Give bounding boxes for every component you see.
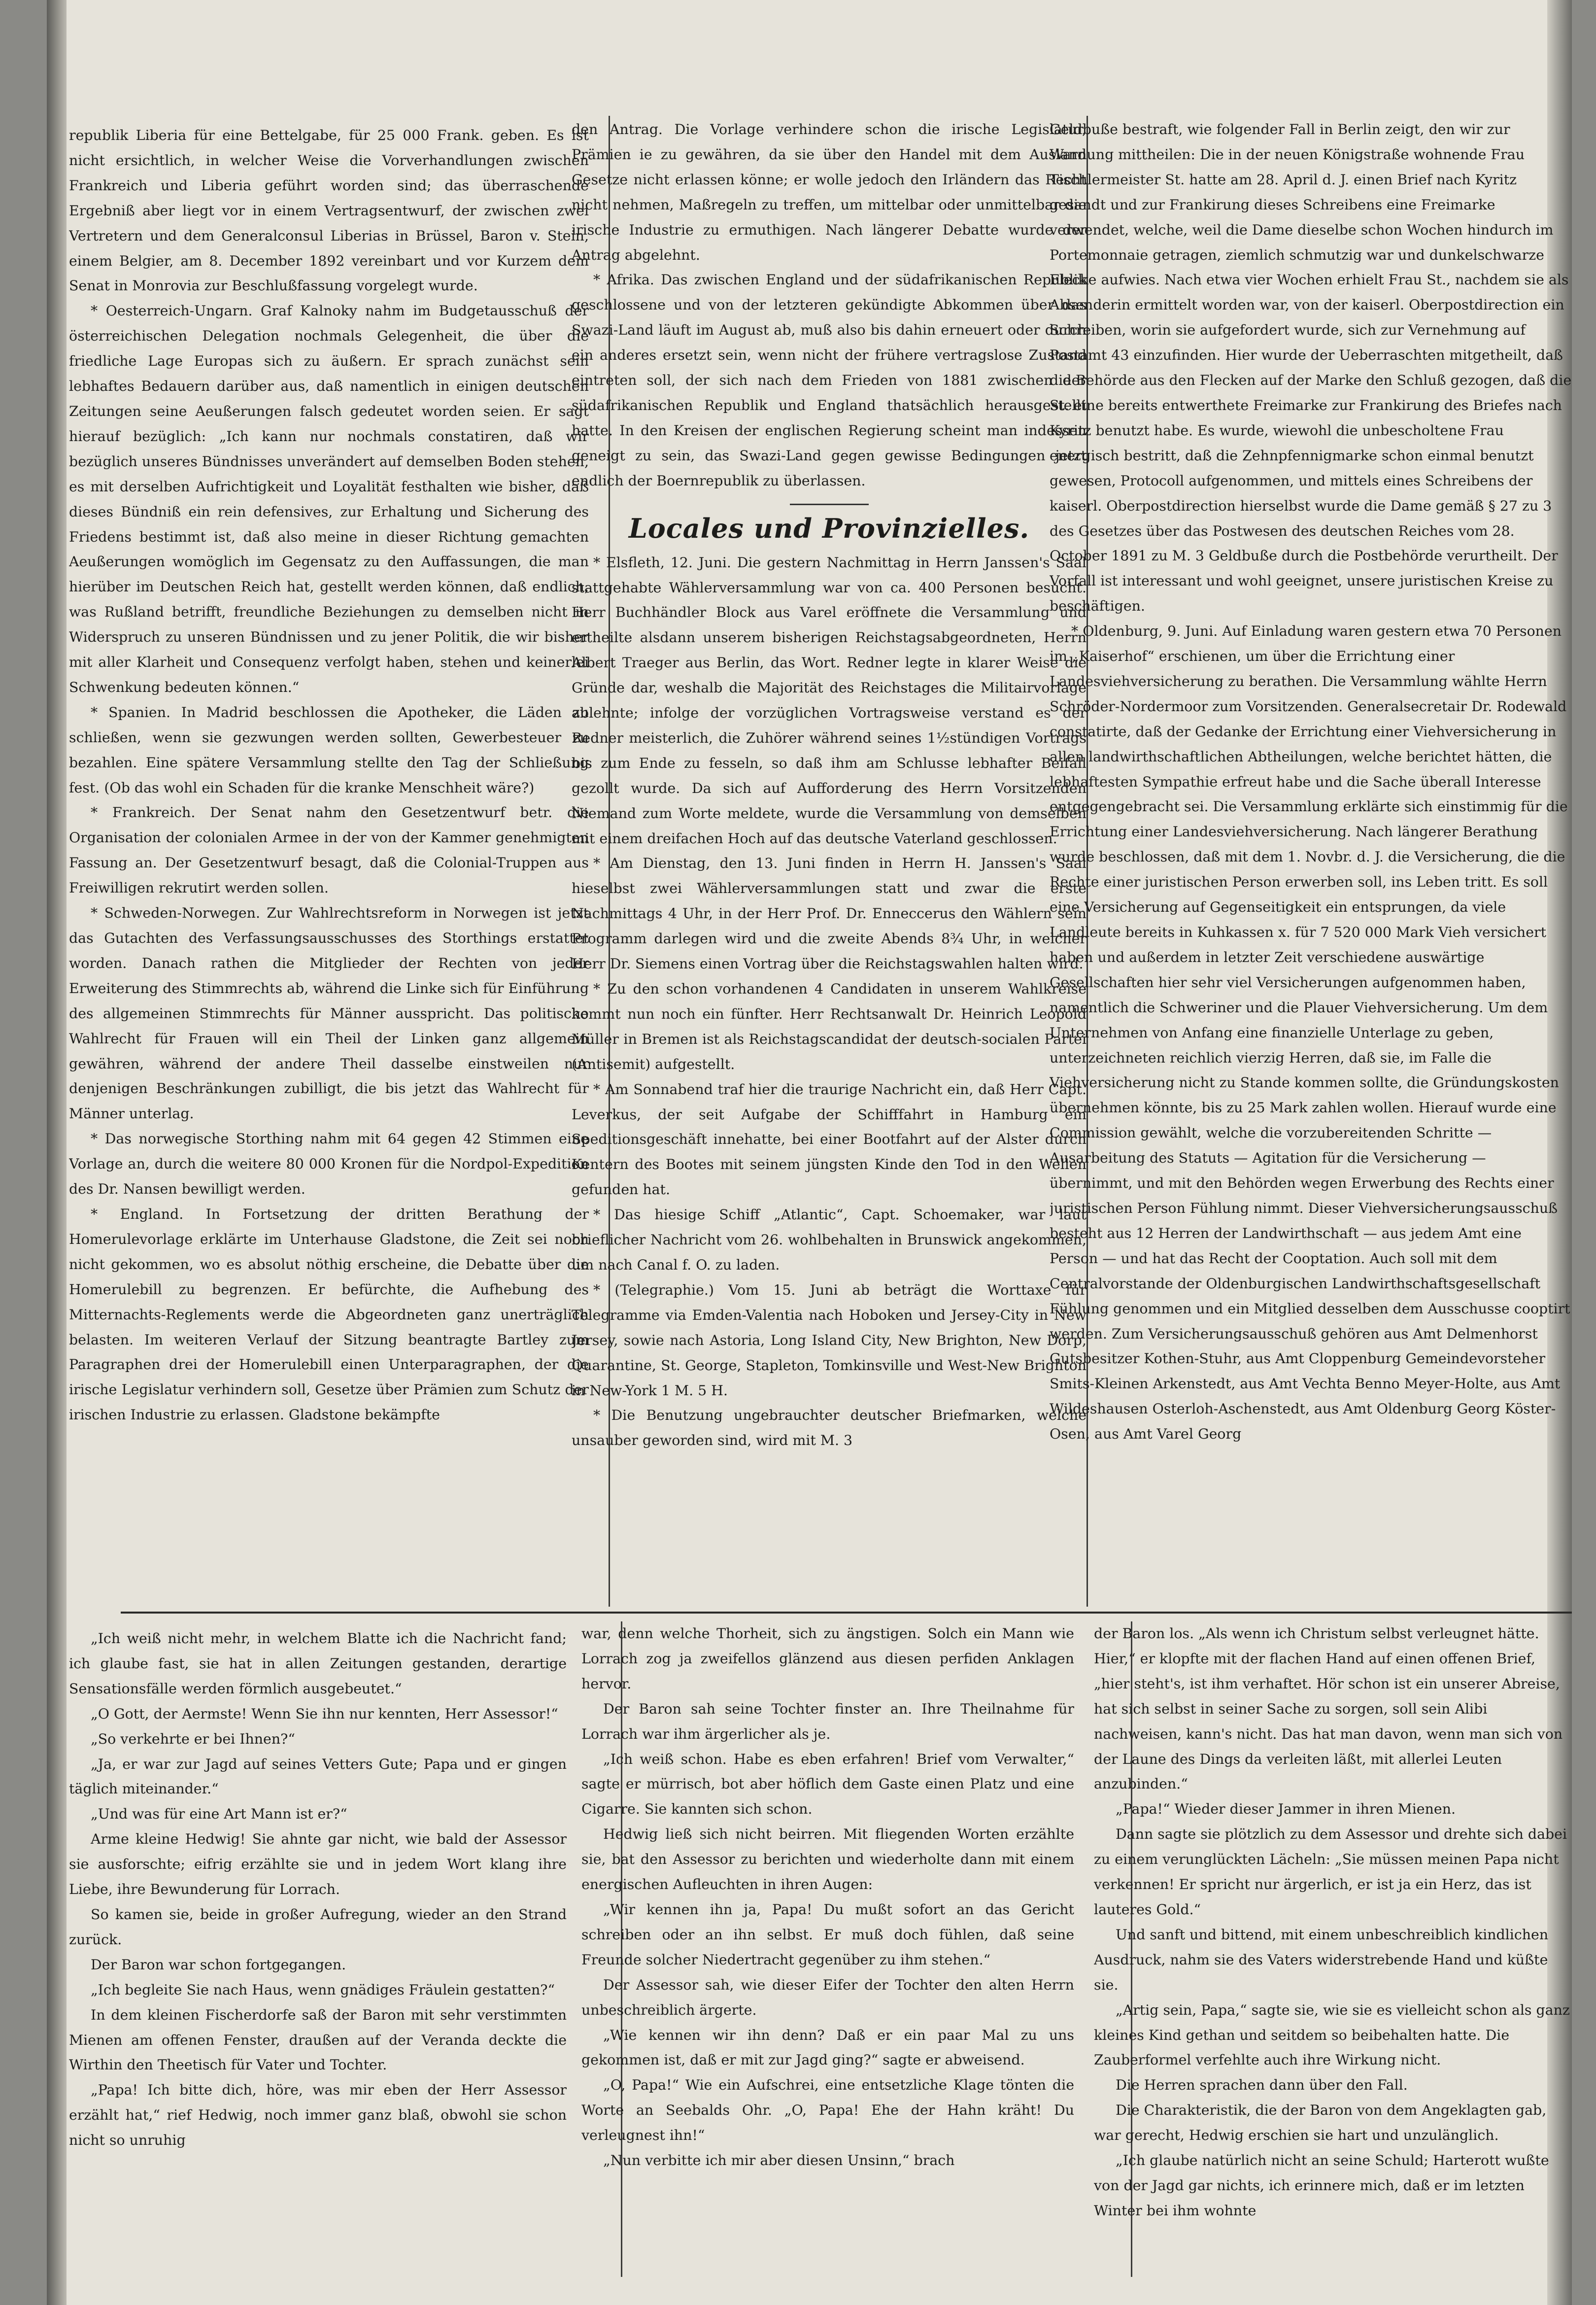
feuilleton-paragraph: „O Gott, der Aermste! Wenn Sie ihn nur kennten, Herr Assessor!“ (91, 1705, 558, 1722)
feuilleton-paragraph: „Und was für eine Art Mann ist er?“ (91, 1806, 347, 1823)
feuilleton-paragraph: „Ich weiß schon. Habe es eben erfahren! Brief vom Verwalter,“ sagte er mürrisch, bot aber höflich dem Gaste einen Platz und eine Cigarre. Sie kannten sich schon. (581, 1751, 1074, 1818)
article-leverkus: * Am Sonnabend traf hier die traurige Nachricht ein, daß Herr Capt. Leverkus, der seit Aufgabe der Schifffahrt in Hamburg ein Speditionsgeschäft innehatte, bei einer Bootfahrt auf der Alster durch Kentern des Bootes mit seinem jüngsten Kinde den Tod in den Wellen gefunden hat. (572, 1081, 1087, 1198)
page-gutter-shadow (47, 0, 67, 2305)
feuilleton-paragraph: „Papa!“ Wieder dieser Jammer in ihren Mienen. (1116, 1801, 1456, 1818)
feuilleton-paragraph: „Wir kennen ihn ja, Papa! Du mußt sofort an das Gericht schreiben oder an ihn selbst. Er muß doch fühlen, daß seine Freunde solcher Niedertracht gegenüber zu ihm stehen.“ (581, 1901, 1074, 1968)
feuilleton-paragraph: „So verkehrte er bei Ihnen?“ (91, 1730, 295, 1747)
feuilleton-paragraph: Der Assessor sah, wie dieser Eifer der Tochter den alten Herrn unbeschreiblich ärgerte. (581, 1976, 1074, 2018)
feuilleton-paragraph: „Ich begleite Sie nach Haus, wenn gnädiges Fräulein gestatten?“ (91, 1981, 555, 1998)
article-elsfleth: * Elsfleth, 12. Juni. Die gestern Nachmittag in Herrn Janssen's Saal stattgehabte Wählerversammlung war von ca. 400 Personen besucht. Herr Buchhändler Block aus Varel eröffnete die Versammlung und ertheilte alsdann unserem bisherigen Reichstagsabgeordneten, Herrn Albert Traeger aus Berlin, das Wort. Redner legte in klarer Weise die Gründe dar, weshalb die Majorität des Reichstages die Militairvorlage ablehnte; infolge der vorzüglichen Vortragsweise verstand es der Redner meisterlich, die Zuhörer während seines 1½stündigen Vortrags bis zum Ende zu fesseln, so daß ihm am Schlusse lebhafter Beifall gezollt wurde. Da sich auf Aufforderung des Herrn Vorsitzenden Niemand zum Worte meldete, wurde die Versammlung von demselben mit einem dreifachen Hoch auf das deutsche Vaterland geschlossen. (572, 554, 1087, 847)
feuilleton-column-3 (1094, 1621, 1572, 2262)
article-liberia: republik Liberia für eine Bettelgabe, für 25 000 Frank. geben. Es ist nicht ersichtlich, in welcher Weise die Vorverhandlungen zwischen Frankreich und Liberia geführt worden sind; das überraschende Ergebniß aber liegt vor in einem Vertragsentwurf, der zwischen zwei Vertretern und dem Generalconsul Liberias in Brüssel, Baron v. Stein, einem Belgier, am 8. December 1892 vereinbart und vor Kurzem dem Senat in Monrovia zur Beschlußfassung vorgelegt wurde. (69, 127, 589, 294)
article-storthing: * Das norwegische Storthing nahm mit 64 gegen 42 Stimmen eine Vorlage an, durch die weitere 80 000 Kronen für die Nordpol-Expedition des Dr. Nansen bewilligt werden. (69, 1131, 589, 1198)
feuilleton-paragraph: Die Herren sprachen dann über den Fall. (1116, 2077, 1408, 2094)
article-schweden-norwegen: * Schweden-Norwegen. Zur Wahlrechtsreform in Norwegen ist jetzt das Gutachten des Verfassungsausschusses des Storthings erstattet worden. Danach rathen die Mitglieder der Rechten von jeder Erweiterung des Stimmrechts ab, während die Linke sich für Einführung des allgemeinen Stimmrechts für Männer ausspricht. Das politische Wahlrecht für Frauen will ein Theil der Linken ganz allgemein gewähren, während der andere Theil dasselbe einstweilen nur denjenigen Beschränkungen zubilligt, die bis jetzt das Wahlrecht für Männer unterlag. (69, 905, 589, 1122)
article-spanien: * Spanien. In Madrid beschlossen die Apotheker, die Läden zu schließen, wenn sie gezwungen werden sollten, Gewerbesteuer zu bezahlen. Eine spätere Versammlung stellte den Tag der Schließung fest. (Ob das wohl ein Schaden für die kranke Menschheit wäre?) (69, 704, 589, 796)
feuilleton-paragraph: „Ich glaube natürlich nicht an seine Schuld; Harterott wußte von der Jagd gar nichts, ich erinnere mich, daß er im letzten Winter bei ihm wohnte (1094, 2152, 1549, 2219)
feuilleton-paragraph: „Wie kennen wir ihn denn? Daß er ein paar Mal zu uns gekommen ist, daß er mit zur Jagd ging?“ sagte er abweisend. (581, 2027, 1074, 2068)
article-briefmarken: * Die Benutzung ungebrauchter deutscher Briefmarken, welche unsauber geworden sind, wird mit M. 3 (572, 1407, 1087, 1449)
article-afrika: * Afrika. Das zwischen England und der südafrikanischen Republik geschlossene und von der letzteren gekündigte Abkommen über das Swazi-Land läuft im August ab, muß also bis dahin erneuert oder durch ein anderes ersetzt sein, wenn nicht der frühere vertragslose Zustand eintreten soll, der sich nach dem Frieden von 1881 zwischen der südafrikanischen Republik und England thatsächlich herausgestellt hatte. In den Kreisen der englischen Regierung scheint man indessen geneigt zu sein, das Swazi-Land gegen gewisse Bedingungen jetzt endlich der Boernrepublik zu überlassen. (572, 272, 1087, 489)
feuilleton-paragraph: Und sanft und bittend, mit einem unbeschreiblich kindlichen Ausdruck, nahm sie des Vaters widerstrebende Hand und küßte sie. (1094, 1926, 1549, 1993)
article-candidaten: * Zu den schon vorhandenen 4 Candidaten in unserem Wahlkreise kommt nun noch ein fünfter. Herr Rechtsanwalt Dr. Heinrich Leopold Müller in Bremen ist als Reichstagscandidat der deutsch-socialen Partei (Antisemit) aufgestellt. (572, 981, 1087, 1072)
article-atlantic: * Das hiesige Schiff „Atlantic“, Capt. Schoemaker, war laut brieflicher Nachricht vom 26. wohlbehalten in Brunswick angekommen, um nach Canal f. O. zu laden. (572, 1206, 1087, 1273)
feuilleton-paragraph: „Nun verbitte ich mir aber diesen Unsinn,“ brach (603, 2152, 955, 2169)
feuilleton-paragraph: Hedwig ließ sich nicht beirren. Mit fliegenden Worten erzählte sie, bat den Assessor zu berichten und wiederholte dann mit einem energischen Aufleuchten in ihren Augen: (581, 1826, 1074, 1893)
feuilleton-paragraph: „Ja, er war zur Jagd auf seines Vetters Gute; Papa und er gingen täglich miteinander.“ (69, 1755, 567, 1797)
section-heading: Locales und Provinzielles. (628, 512, 1030, 544)
feuilleton-paragraph: „Artig sein, Papa,“ sagte sie, wie sie es vielleicht schon als ganz kleines Kind gethan und seitdem so beibehalten hatte. Die Zauberformel verfehlte auch ihre Wirkung nicht. (1094, 2001, 1570, 2068)
article-column-3 (1050, 117, 1572, 1616)
feuilleton-paragraph: Arme kleine Hedwig! Sie ahnte gar nicht, wie bald der Assessor sie ausforschte; eifrig erzählte sie und in jedem Wort klang ihre Liebe, ihre Bewunderung für Lorrach. (69, 1831, 567, 1898)
feuilleton-column-1 (69, 1626, 567, 2262)
feuilleton-paragraph: In dem kleinen Fischerdorfe saß der Baron mit sehr verstimmten Mienen am offenen Fenster, draußen auf der Veranda deckte die Wirthin den Theetisch für Vater und Tochter. (69, 2006, 567, 2073)
feuilleton-paragraph: war, denn welche Thorheit, sich zu ängstigen. Solch ein Mann wie Lorrach zog ja zweifellos glänzend aus diesen perfiden Anklagen hervor. (581, 1625, 1074, 1692)
feuilleton-paragraph: „Papa! Ich bitte dich, höre, was mir eben der Herr Assessor erzählt hat,“ rief Hedwig, noch immer ganz blaß, obwohl sie schon nicht so unruhig (69, 2082, 567, 2149)
feuilleton-paragraph: Der Baron war schon fortgegangen. (91, 1956, 346, 1973)
article-oesterreich: * Oesterreich-Ungarn. Graf Kalnoky nahm im Budgetausschuß der österreichischen Delegation nochmals Gelegenheit, die über die friedliche Lage Europas sich zu äußern. Er sprach zunächst sein lebhaftes Bedauern darüber aus, daß namentlich in einigen deutschen Zeitungen seine Aeußerungen falsch gedeutet worden seien. Er sagt hierauf bezüglich: „Ich kann nur nochmals constatiren, daß wir bezüglich unseres Bündnisses unverändert auf demselben Boden stehen, es mit derselben Aufrichtigkeit und Loyalität festhalten wie bisher, daß dieses Bündniß ein rein defensives, zur Erhaltung und Sicherung des Friedens bestimmt ist, daß also meine in dieser Richtung gemachten Aeußerungen womöglich im Gegensatz zu den Auffassungen, die man hierüber im Deutschen Reich hat, gestellt werden können, daß endlich, was Rußland betrifft, freundliche Beziehungen zu demselben nicht in Widerspruch zu unseren Bündnissen und zu jener Politik, die wir bisher mit aller Klarheit und Consequenz verfolgt haben, stehen und keinerlei Schwenkung bedeuten können.“ (69, 303, 589, 695)
article-column-1 (69, 123, 589, 1607)
feuilleton-column-2 (581, 1621, 1074, 2262)
section-separator (790, 504, 869, 505)
article-frankreich: * Frankreich. Der Senat nahm den Gesetzentwurf betr. die Organisation der colonialen Armee in der von der Kammer genehmigten Fassung an. Der Gesetzentwurf besagt, daß die Colonial-Truppen aus Freiwilligen rekrutirt werden sollen. (69, 804, 589, 896)
article-column-2 (572, 117, 1087, 1617)
feuilleton-paragraph: „Ich weiß nicht mehr, in welchem Blatte ich die Nachricht fand; ich glaube fast, sie hat in allen Zeitungen gestanden, derartige Sensationsfälle werden förmlich ausgebeutet.“ (69, 1630, 567, 1697)
feuilleton-paragraph: „O, Papa!“ Wie ein Aufschrei, eine entsetzliche Klage tönten die Worte an Seebalds Ohr. „O, Papa! Ehe der Hahn kräht! Du verleugnest ihn!“ (581, 2077, 1074, 2144)
feuilleton-paragraph: Dann sagte sie plötzlich zu dem Assessor und drehte sich dabei zu einem verunglückten Lächeln: „Sie müssen meinen Papa nicht verkennen! Er spricht nur ärgerlich, er ist ja ein Herz, das ist lauteres Gold.“ (1094, 1826, 1567, 1918)
article-oldenburg: * Oldenburg, 9. Juni. Auf Einladung waren gestern etwa 70 Personen im „Kaiserhof“ erschienen, um über die Errichtung einer Landesviehversicherung zu berathen. Die Versammlung wählte Herrn Schröder-Nordermoor zum Vorsitzenden. Generalsecretair Dr. Rodewald constatirte, daß der Gedanke der Errichtung einer Viehversicherung in allen landwirthschaftlichen Abtheilungen, welche berichtet hätten, die lebhaftesten Sympathie erfreut habe und die Sache überall Interesse entgegengebracht sei. Die Versammlung erklärte sich einstimmig für die Errichtung einer Landesviehversicherung. Nach längerer Berathung wurde beschlossen, daß mit dem 1. Novbr. d. J. die Versicherung, die die Rechte einer juristischen Person erwerben soll, ins Leben tritt. Es soll eine Versicherung auf Gegenseitigkeit ein entsprungen, da viele Landleute bereits in Kuhkassen x. für 7 520 000 Mark Vieh versichert haben und außerdem in letzter Zeit verschiedene auswärtige Gesellschaften hier sehr viel Versicherungen aufgenommen haben, namentlich die Schweriner und die Plauer Viehversicherung. Um dem Unternehmen von Anfang eine finanzielle Unterlage zu geben, unterzeichneten reichlich vierzig Herren, daß sie, im Falle die Viehversicherung nicht zu Stande kommen sollte, die Gründungskosten übernehmen könnte, bis zu 25 Mark zahlen wollen. Hierauf wurde eine Commission gewählt, welche die vorzubereitenden Schritte — Ausarbeitung des Statuts — Agitation für die Versicherung — übernimmt, und mit den Behörden wegen Erwerbung des Rechts einer juristischen Person Fühlung nimmt. Dieser Viehversicherungsausschuß besteht aus 12 Herren der Landwirthschaft — aus jedem Amt eine Person — und hat das Recht der Cooptation. Auch soll mit dem Centralvorstande der Oldenburgischen Landwirthschaftsgesellschaft Fühlung genommen und ein Mitglied desselben dem Ausschusse cooptirt werden. Zum Versicherungsausschuß gehören aus Amt Delmenhorst Gutsbesitzer Kothen-Stuhr, aus Amt Cloppenburg Gemeindevorsteher Smits-Kleinen Arkenstedt, aus Amt Vechta Benno Meyer-Holte, aus Amt Wildeshausen Osterloh-Aschenstedt, aus Amt Oldenburg Georg Köster-Osen, aus Amt Varel Georg (1050, 623, 1570, 1443)
feuilleton-paragraph: So kamen sie, beide in großer Aufregung, wieder an den Strand zurück. (69, 1906, 567, 1948)
article-england-cont: den Antrag. Die Vorlage verhindere schon die irische Legislatur, Prämien ie zu gewähren, da sie über den Handel mit dem Ausland Gesetze nicht erlassen könne; er wolle jedoch den Irländern das Recht nicht nehmen, Maßregeln zu treffen, um mittelbar oder unmittelbar die irische Industrie zu ermuthigen. Nach längerer Debatte wurde der Antrag abgelehnt. (572, 121, 1087, 263)
feuilleton-paragraph: der Baron los. „Als wenn ich Christum selbst verleugnet hätte. Hier,“ er klopfte mit der flachen Hand auf einen offenen Brief, „hier steht's, ist ihm verhaftet. Hör schon ist ein unserer Abreise, hat sich selbst in seiner Sache zu sorgen, soll sein Alibi nachweisen, kann's nicht. Das hat man davon, wenn man sich von der Laune des Dings da verleiten läßt, mit allerlei Leuten anzubinden.“ (1094, 1625, 1563, 1792)
feuilleton-paragraph: Der Baron sah seine Tochter finster an. Ihre Theilnahme für Lorrach war ihm ärgerlicher als je. (581, 1700, 1074, 1742)
feuilleton-paragraph: Die Charakteristik, die der Baron von dem Angeklagten gab, war gerecht, Hedwig erschien sie hart und unzulänglich. (1094, 2102, 1547, 2144)
article-dienstag: * Am Dienstag, den 13. Juni finden in Herrn H. Janssen's Saal hieselbst zwei Wählerversammlungen statt und zwar die erste Nachmittags 4 Uhr, in der Herr Prof. Dr. Enneccerus den Wählern sein Programm darlegen wird und die zweite Abends 8¾ Uhr, in welcher Herr Dr. Siemens einen Vortrag über die Reichstagswahlen halten wird. (572, 855, 1087, 972)
article-england: * England. In Fortsetzung der dritten Berathung der Homerulevorlage erklärte im Unterhause Gladstone, die Zeit sei noch nicht gekommen, wo es absolut nöthig erscheine, die Debatte über die Homerulebill zu begrenzen. Er befürchte, die Aufhebung des Mitternachts-Reglements werde die Abgeordneten ganz unerträglich belasten. Im weiteren Verlauf der Sitzung beantragte Bartley zum Paragraphen drei der Homerulebill einen Unterparagraphen, der die irische Legislatur verhindern soll, Gesetze über Prämien zum Schutz der irischen Industrie zu erlassen. Gladstone bekämpfte (69, 1205, 589, 1423)
article-telegraphie: * (Telegraphie.) Vom 15. Juni ab beträgt die Worttaxe für Telegramme via Emden-Valentia nach Hoboken und Jersey-City in New Jersey, sowie nach Astoria, Long Island City, New Brighton, New Dorp, Quarantine, St. George, Stapleton, Tomkinsville und West-New Brighton in New-York 1 M. 5 H. (572, 1281, 1087, 1399)
article-geldbusse: Geldbuße bestraft, wie folgender Fall in Berlin zeigt, den wir zur Warnung mittheilen: Die in der neuen Königstraße wohnende Frau Tischlermeister St. hatte am 28. April d. J. einen Brief nach Kyritz gesandt und zur Frankirung dieses Schreibens eine Freimarke verwendet, welche, weil die Dame dieselbe schon Wochen hindurch im Portemonnaie getragen, ziemlich schmutzig war und dunkelschwarze Flecke aufwies. Nach etwa vier Wochen erhielt Frau St., nachdem sie als Absenderin ermittelt worden war, von der kaiserl. Oberpostdirection ein Schreiben, worin sie aufgefordert wurde, sich zur Vernehmung auf Postamt 43 einzufinden. Hier wurde der Ueberraschten mitgetheilt, daß die Behörde aus den Flecken auf der Marke den Schluß gezogen, daß die St. eine bereits entwerthete Freimarke zur Frankirung des Briefes nach Kyritz benutzt habe. Es wurde, wiewohl die unbescholtene Frau energisch bestritt, daß die Zehnpfennigmarke schon einmal benutzt gewesen, Protocoll aufgenommen, und mittels eines Schreibens der kaiserl. Oberpostdirection hierselbst wurde die Dame gemäß § 27 zu 3 des Gesetzes über das Postwesen des deutschen Reiches vom 28. October 1891 zu M. 3 Geldbuße durch die Postbehörde verurtheilt. Der Vorfall ist interessant und wohl geeignet, unsere juristischen Kreise zu beschäftigen. (1050, 121, 1572, 615)
